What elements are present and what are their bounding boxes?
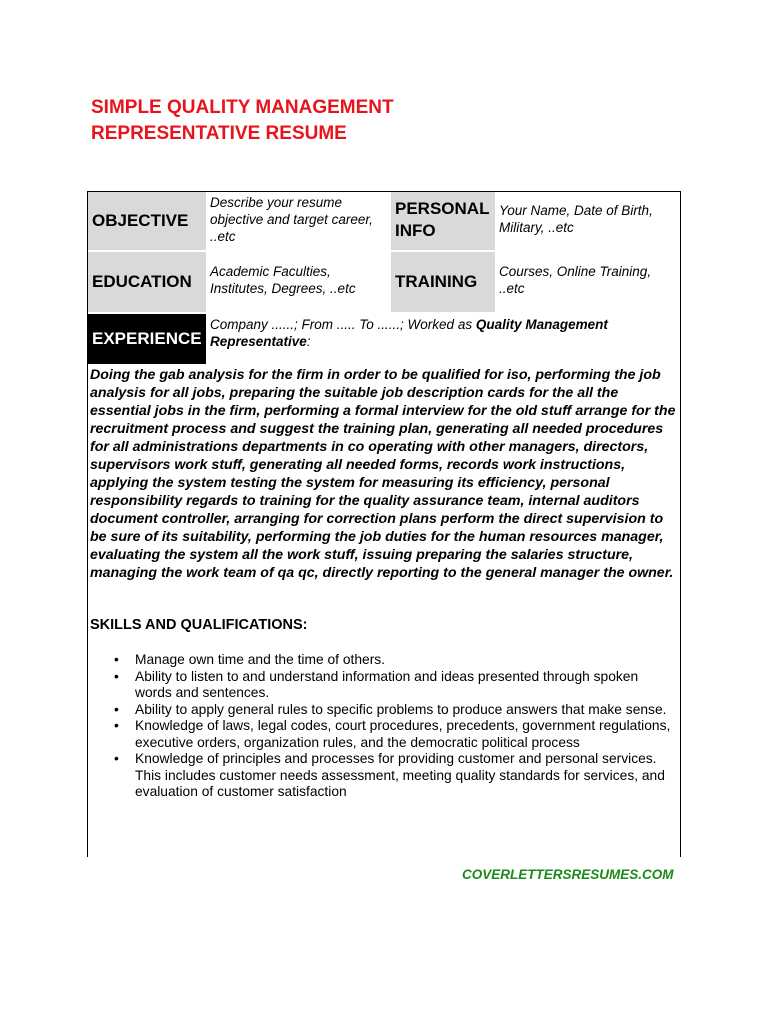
skill-item-text: Ability to listen to and understand information and ideas presented through spoken words and sentences. (135, 668, 639, 700)
personal-label-line-1: PERSONAL (395, 199, 490, 218)
skill-item-text: Knowledge of laws, legal codes, court procedures, precedents, government regulations, executive orders, organization rules, and the democratic political process (135, 718, 671, 750)
education-label (88, 252, 206, 312)
objective-label (88, 192, 206, 250)
title-line-1: SIMPLE QUALITY MANAGEMENT (91, 97, 394, 118)
skills-heading: SKILLS AND QUALIFICATIONS: (90, 617, 308, 633)
bullet-icon: • (114, 701, 119, 717)
experience-prefix: Company ......; From ..... To ......; Worked as (210, 317, 476, 332)
education-description: Academic Faculties, Institutes, Degrees, ..etc (210, 264, 356, 296)
bullet-icon: • (114, 652, 119, 667)
bullet-icon: • (114, 718, 119, 733)
skill-item-text: Knowledge of principles and processes for providing customer and personal services. This includes customer needs assessment, meeting quality standards for services, and evaluation of customer satisfaction (135, 751, 665, 799)
personal-label-line-2: INFO (395, 221, 436, 240)
skill-item (90, 652, 675, 669)
objective-description: Describe your resume objective and target career, ..etc (210, 195, 373, 244)
training-description: Courses, Online Training, ..etc (499, 264, 652, 296)
page-title (91, 95, 691, 147)
training-label (391, 252, 495, 312)
skill-item (90, 751, 675, 801)
skills-list (90, 652, 675, 801)
experience-suffix: : (306, 334, 311, 349)
training-label-text: TRAINING (395, 272, 478, 291)
experience-summary (207, 314, 677, 364)
skill-item-text: Ability to apply general rules to specific problems to produce answers that make sense. (135, 701, 667, 717)
objective-label-text: OBJECTIVE (92, 211, 189, 230)
skill-item (90, 718, 675, 751)
bullet-icon: • (114, 668, 119, 684)
experience-label-text: EXPERIENCE (92, 329, 202, 348)
skill-item (90, 669, 675, 702)
education-label-text: EDUCATION (92, 272, 192, 291)
experience-body: Doing the gab analysis for the firm in order to be qualified for iso, performing the job analysis for all jobs, preparing the suitable job description cards for the all the essential jobs in the firm, performing a formal interview for the old stuff arrange for the recruitment process and suggest the training plan, generating all needed procedures for all administrations departments in co operating with other managers, directors, supervisors work stuff, generating all needed forms, records work instructions, applying the system testing the system for measuring its efficiency, personal responsibility regards to training for the quality assurance team, internal auditors document controller, arranging for correction plans perform the direct supervision to be sure of its suitability, performing the job duties for the human resources manager, evaluating the system all the work stuff, issuing preparing the salaries structure, managing the work team of qa qc, directly reporting to the general manager the owner. (90, 367, 676, 581)
footer-website-link[interactable]: COVERLETTERSRESUMES.COM (462, 867, 674, 882)
title-line-2: REPRESENTATIVE RESUME (91, 123, 347, 144)
personal-info-label (391, 192, 495, 250)
skill-item-text: Manage own time and the time of others. (135, 652, 386, 667)
personal-info-description: Your Name, Date of Birth, Military, ..etc (499, 203, 653, 235)
skill-item (90, 702, 675, 719)
experience-label (88, 314, 206, 364)
bullet-icon: • (114, 751, 119, 766)
experience-role: Quality Management Representative (210, 317, 608, 349)
